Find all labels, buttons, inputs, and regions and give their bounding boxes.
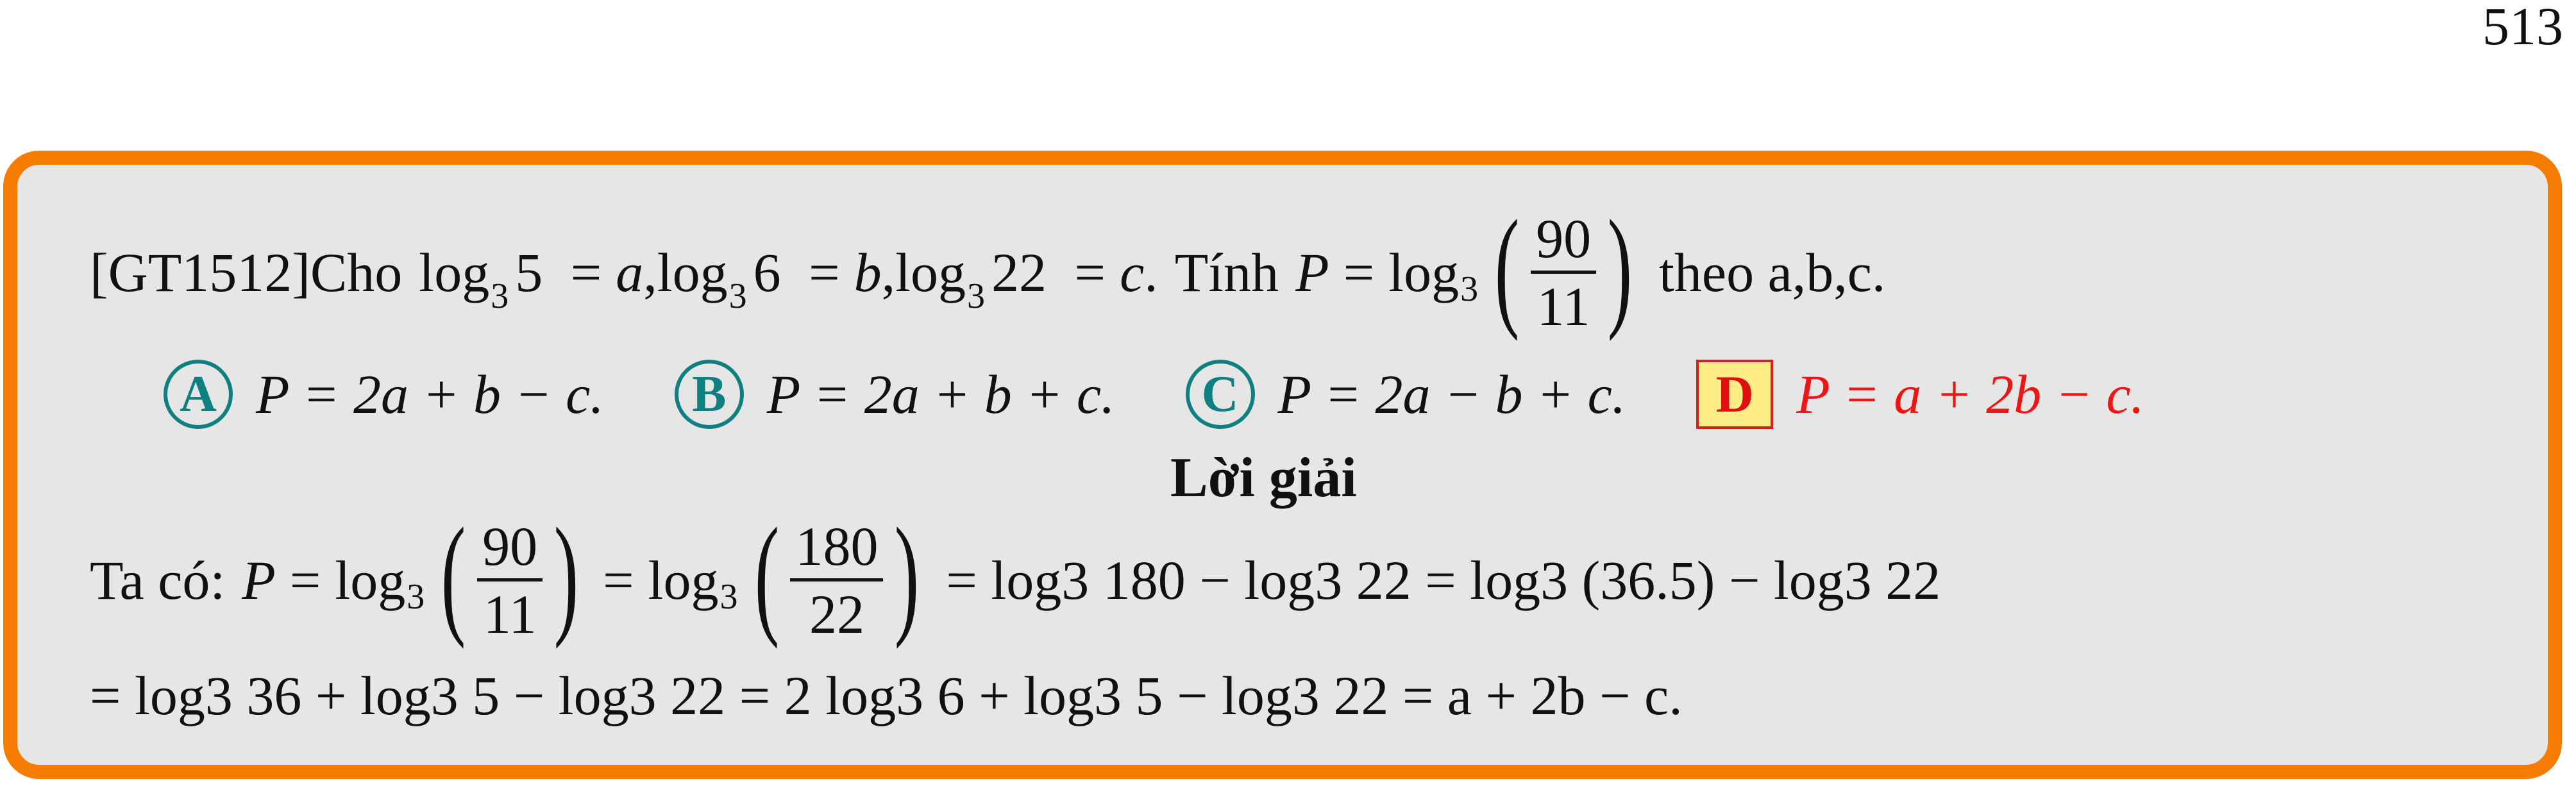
solution-line-2-text: = log3 36 + log3 5 − log3 22 = 2 log3 6 + log3 5 − log3 22 = a + 2b − c. bbox=[90, 665, 1683, 726]
ask-end: theo a,b,c. bbox=[1659, 242, 1886, 303]
solution-fraction-2 bbox=[790, 517, 883, 643]
solution-title-row bbox=[1170, 442, 1357, 513]
solution-fraction-1 bbox=[477, 517, 543, 643]
solution-fraction-1-numerator: 90 bbox=[477, 517, 543, 581]
option-a-expression: P = 2a + b − c. bbox=[256, 364, 604, 425]
option-c-badge: C bbox=[1186, 360, 1255, 429]
target-numerator: 90 bbox=[1531, 210, 1596, 273]
options-row bbox=[164, 353, 2215, 436]
solution-fraction-2-denominator: 22 bbox=[809, 583, 864, 645]
solution-intro: Ta có: bbox=[90, 549, 226, 611]
solution-line-1-tail: = log3 180 − log3 22 = log3 (36.5) − log3 22 bbox=[946, 549, 1941, 611]
option-c[interactable] bbox=[1186, 360, 1626, 429]
solution-fraction-2-numerator: 180 bbox=[790, 517, 883, 581]
solution-fraction-1-denominator: 11 bbox=[483, 583, 537, 645]
option-d-badge: D bbox=[1696, 360, 1773, 429]
solution-line-2 bbox=[90, 654, 1683, 737]
given-3: $\log_3 22 = c$. bbox=[895, 242, 1158, 316]
option-d-expression: P = a + 2b − c. bbox=[1796, 364, 2144, 425]
page-number: 513 bbox=[2482, 0, 2563, 56]
option-a-badge: A bbox=[164, 360, 233, 429]
option-b-badge: B bbox=[675, 360, 744, 429]
ask-word: Tính bbox=[1174, 242, 1279, 303]
target-denominator: 11 bbox=[1536, 275, 1590, 337]
target-fraction bbox=[1531, 210, 1596, 335]
option-b-expression: P = 2a + b + c. bbox=[766, 364, 1115, 425]
given-2: $\log_3 6 = b$, bbox=[657, 242, 896, 316]
solution-title: Lời giải bbox=[1170, 446, 1357, 509]
solution-line-1: Ta có: P = log 3 ( $\frac{90}{11}$ ) = log 3 ( $\frac{180}{22}$ ) = log3 180 − log3 22 = log3 (36.5) − log3 22 bbox=[90, 501, 1941, 649]
question-line: [GT1512] Cho $\log_3 5 = a$, $\log_3 6 = b$, $\log_3 22 = c$. Tính P = log 3 ( $\frac{90}{11}$ ) theo a,b,c. bbox=[90, 193, 1886, 342]
option-a[interactable] bbox=[164, 360, 604, 429]
question-code: [GT1512] bbox=[90, 242, 310, 303]
given-1: $\log_3 5 = a$, bbox=[419, 242, 657, 316]
option-c-expression: P = 2a − b + c. bbox=[1277, 364, 1626, 425]
option-b[interactable] bbox=[675, 360, 1115, 429]
question-prompt-start: Cho bbox=[310, 242, 403, 303]
option-d[interactable] bbox=[1696, 360, 2144, 429]
